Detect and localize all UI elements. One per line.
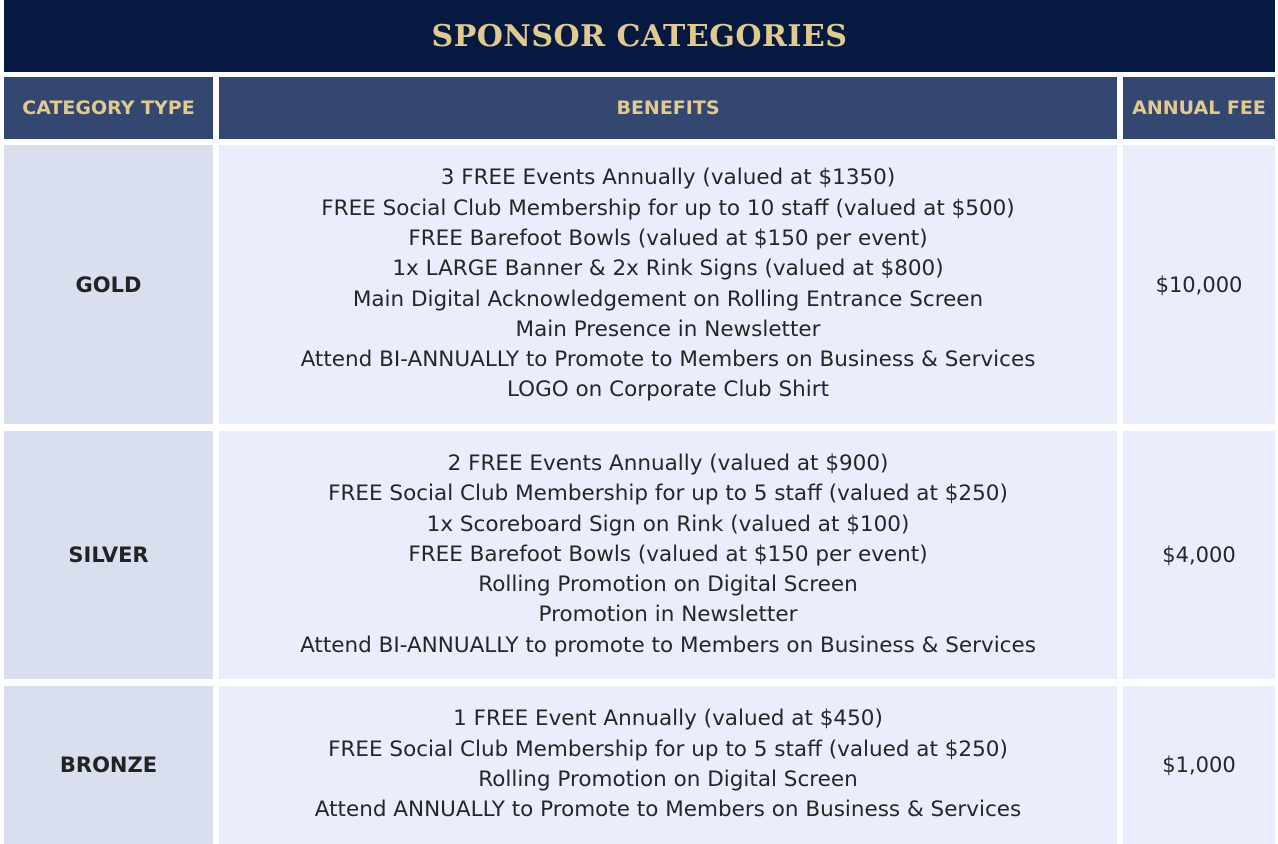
benefit-line: 1x LARGE Banner & 2x Rink Signs (valued at $800) bbox=[392, 256, 944, 282]
benefits-bronze bbox=[219, 686, 1117, 844]
page-title: SPONSOR CATEGORIES bbox=[431, 18, 848, 54]
benefit-line: Promotion in Newsletter bbox=[538, 602, 798, 628]
benefit-line: 1 FREE Event Annually (valued at $450) bbox=[453, 706, 883, 732]
benefit-line: Rolling Promotion on Digital Screen bbox=[478, 767, 858, 792]
benefit-line: FREE Social Club Membership for up to 5 staff (valued at $250) bbox=[328, 736, 1008, 762]
benefit-line: 3 FREE Events Annually (valued at $1350) bbox=[440, 165, 896, 191]
benefit-line: Attend BI-ANNUALLY to promote to Members on Business & Services bbox=[300, 632, 1036, 658]
benefit-line: Rolling Promotion on Digital Screen bbox=[478, 572, 858, 598]
fee-bronze: $1,000 bbox=[1123, 686, 1275, 844]
header-benefits: BENEFITS bbox=[219, 77, 1117, 139]
benefit-line: 2 FREE Events Annually (valued at $900) bbox=[447, 450, 889, 476]
benefit-line: Attend ANNUALLY to Promote to Members on Business & Services bbox=[314, 797, 1022, 823]
benefit-line: 1x Scoreboard Sign on Rink (valued at $100) bbox=[426, 511, 910, 537]
benefit-line: FREE Social Club Membership for up to 10 staff (valued at $500) bbox=[321, 195, 1015, 221]
benefit-line: Main Presence in Newsletter bbox=[515, 316, 821, 342]
benefits-gold bbox=[219, 145, 1117, 424]
benefit-line: Attend BI-ANNUALLY to Promote to Members on Business & Services bbox=[300, 347, 1036, 373]
benefit-line: FREE Barefoot Bowls (valued at $150 per event) bbox=[408, 541, 928, 567]
header-category-type: CATEGORY TYPE bbox=[4, 77, 213, 139]
benefit-line: FREE Barefoot Bowls (valued at $150 per event) bbox=[408, 225, 928, 251]
benefit-line: LOGO on Corporate Club Shirt bbox=[506, 377, 830, 403]
benefit-line: Main Digital Acknowledgement on Rolling Entrance Screen bbox=[352, 286, 984, 312]
fee-gold: $10,000 bbox=[1123, 145, 1275, 424]
header-annual-fee: ANNUAL FEE bbox=[1123, 77, 1275, 139]
fee-silver: $4,000 bbox=[1123, 431, 1275, 679]
category-silver: SILVER bbox=[4, 431, 213, 679]
category-bronze: BRONZE bbox=[4, 686, 213, 844]
title-banner bbox=[4, 0, 1275, 72]
benefits-silver bbox=[219, 431, 1117, 679]
category-gold: GOLD bbox=[4, 145, 213, 424]
benefit-line: FREE Social Club Membership for up to 5 staff (valued at $250) bbox=[328, 481, 1008, 507]
